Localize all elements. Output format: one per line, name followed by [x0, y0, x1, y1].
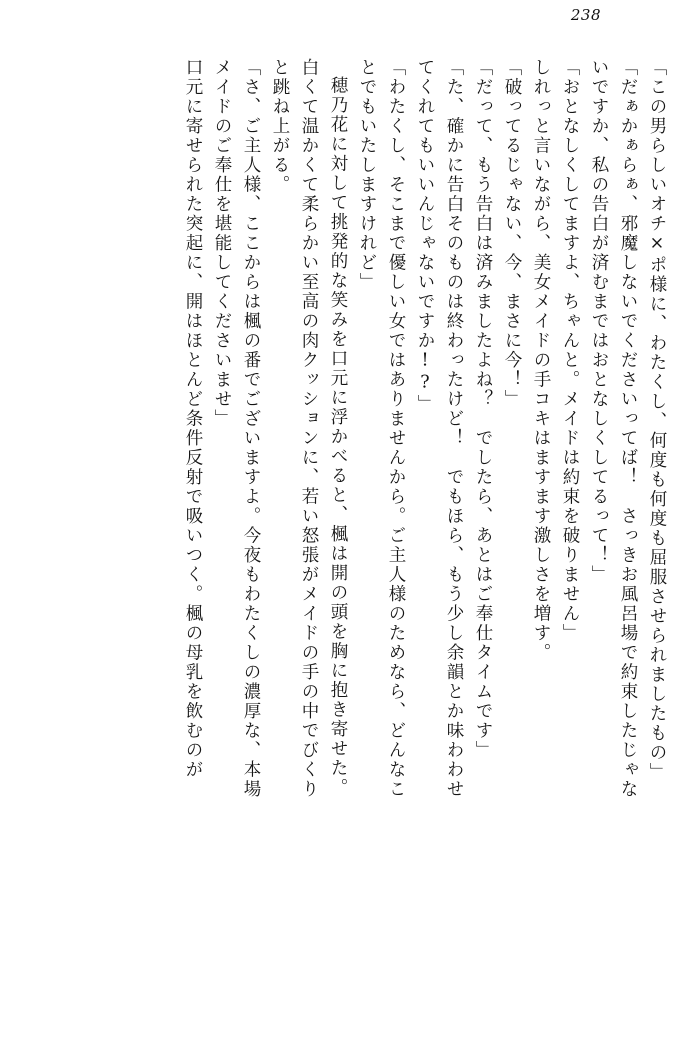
- text-line: 「た、確かに告白そのものは終わったけど！ でもほら、もう少し余韻とか味わわせ: [444, 58, 464, 799]
- text-line: 穂乃花に対して挑発的な笑みを口元に浮かべると、楓は開の頭を胸に抱き寄せた。: [328, 76, 348, 798]
- text-line: 「おとなしくしてますよ、ちゃんと。メイドは約束を破りません」: [560, 58, 580, 643]
- text-line: メイドのご奉仕を堪能してくださいませ」: [212, 58, 232, 429]
- text-line: しれっと言いながら、美女メイドの手コキはますます激しさを増す。: [531, 58, 551, 663]
- text-line: 口元に寄せられた突起に、開はほとんど条件反射で吸いつく。楓の母乳を飲むのが: [183, 58, 203, 780]
- text-line: と跳ね上がる。: [270, 58, 290, 195]
- vertical-text-body: [28, 58, 665, 1016]
- text-line: 「わたくし、そこまで優しい女ではありませんから。ご主人様のためなら、どんなこ: [386, 58, 406, 799]
- text-line: 「さ、ご主人様、ここからは楓の番でございますよ。今夜もわたくしの濃厚な、本場: [241, 58, 261, 799]
- text-line: 白くて温かくて柔らかい至高の肉クッションに、若い怒張がメイドの手の中でびくり: [299, 58, 319, 799]
- page-number: 238: [570, 6, 601, 24]
- text-line: てくれてもいいんじゃないですか!?」: [415, 58, 435, 414]
- text-line: いですか、私の告白が済むまではおとなしくしてるって！」: [589, 58, 609, 585]
- text-line: とでもいたしますけれど」: [357, 58, 377, 292]
- text-line: 「破ってるじゃない、今、まさに今！」: [502, 58, 522, 409]
- text-line: 「だぁかぁらぁ、邪魔しないでくださいってば！ さっきお風呂場で約束したじゃな: [618, 58, 638, 799]
- text-line: 「この男らしいオチ×ポ様に、わたくし、何度も何度も屈服させられましたもの」: [647, 58, 667, 782]
- text-line: 「だって、もう告白は済みましたよね？ でしたら、あとはご奉仕タイムです」: [473, 58, 493, 760]
